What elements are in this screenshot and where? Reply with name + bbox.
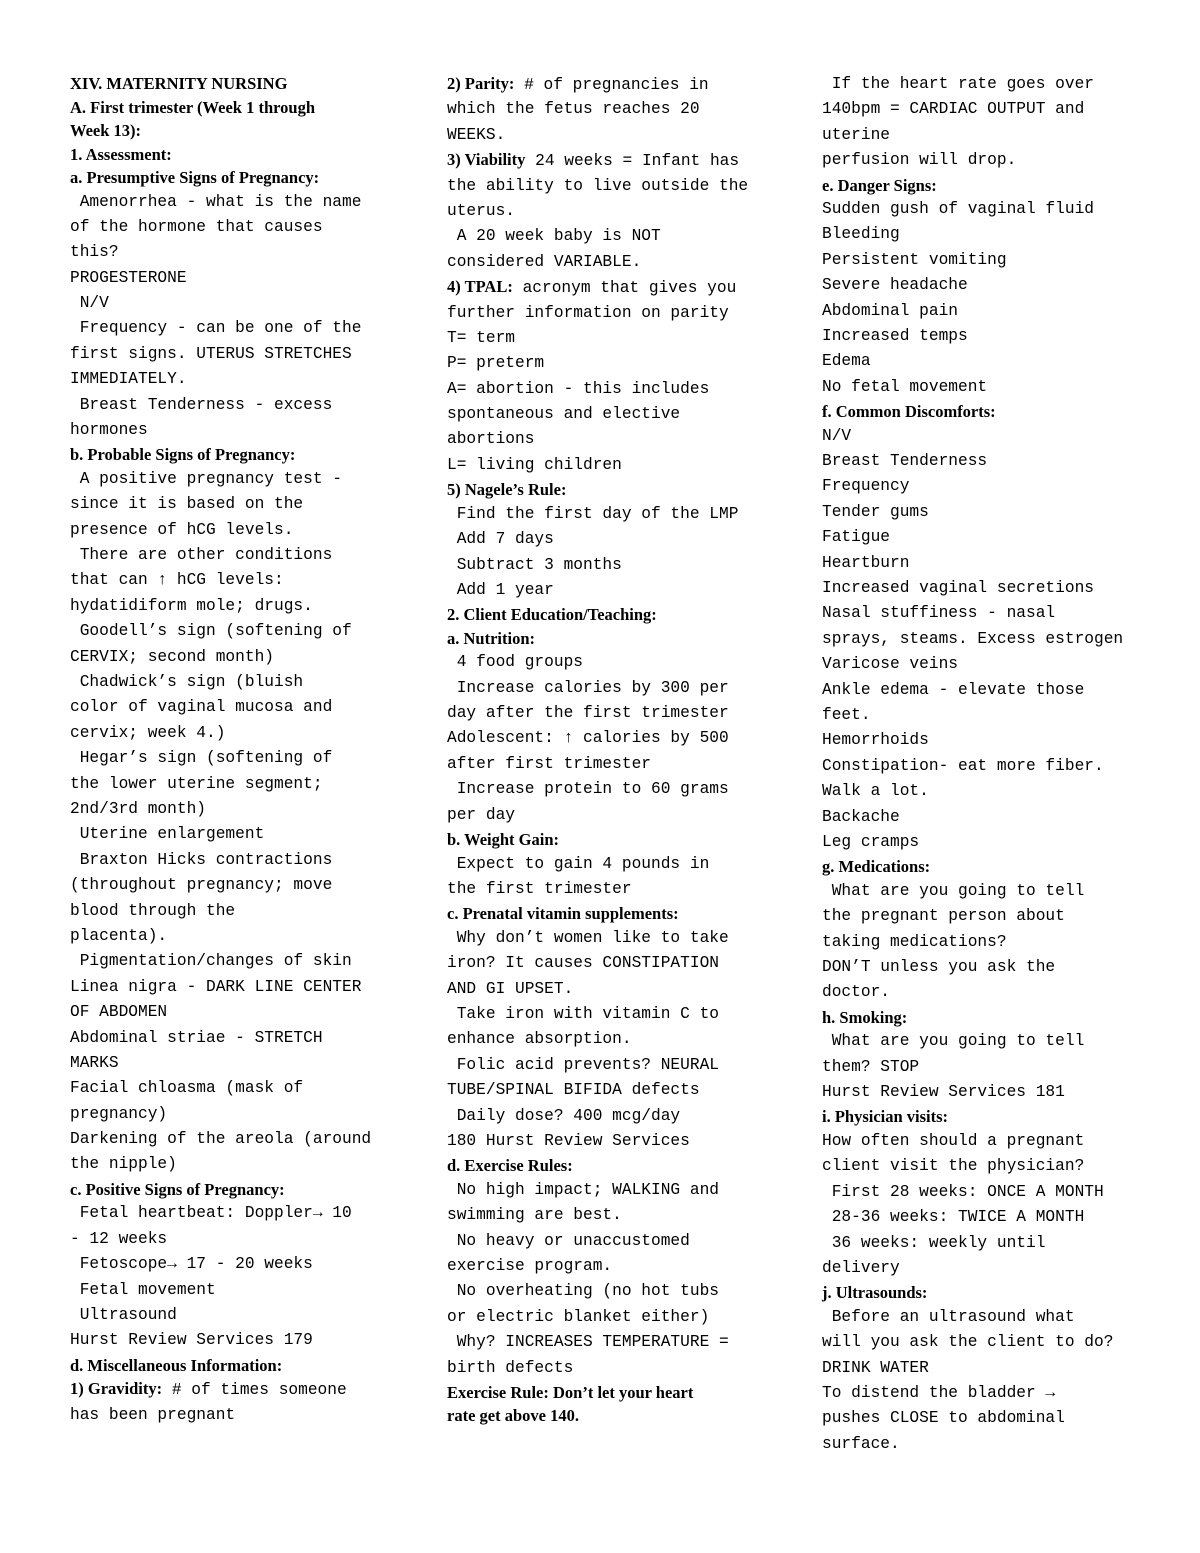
section-heading: c. Positive Signs of Pregnancy: [70,1179,285,1199]
column-3 [822,72,1192,1457]
section-heading: rate get above 140. [447,1406,579,1426]
section-heading: 5) Nagele’s Rule: [447,480,567,500]
text-line: Fatigue [822,528,890,547]
text-line: of the hormone that causes [70,217,323,236]
text-line: IMMEDIATELY. [70,370,187,389]
text-line: further information on parity [447,303,729,322]
text-line: enhance absorption. [447,1030,632,1049]
text-line: Nasal stuffiness - nasal [822,604,1056,623]
section-heading: d. Miscellaneous Information: [70,1355,283,1375]
text-line: 28-36 weeks: TWICE A MONTH [822,1208,1085,1227]
text-line: considered VARIABLE. [447,252,642,271]
text-line: spontaneous and elective [447,405,681,424]
definition-text: acronym that gives you [512,279,737,298]
text-line: 4 food groups [447,653,583,672]
text-line: Before an ultrasound what [822,1307,1075,1326]
text-line: First 28 weeks: ONCE A MONTH [822,1182,1104,1201]
text-line: hydatidiform mole; drugs. [70,596,313,615]
text-line: Subtract 3 months [447,555,622,574]
text-line: perfusion will drop. [822,151,1017,170]
text-line: Folic acid prevents? NEURAL [447,1055,719,1074]
text-line: PROGESTERONE [70,268,187,287]
text-line: How often should a pregnant [822,1131,1085,1150]
section-heading: j. Ultrasounds: [822,1283,928,1303]
section-heading: Week 13): [70,121,142,140]
definition-line [447,275,807,300]
text-line: Frequency [822,477,910,496]
text-line: L= living children [447,455,622,474]
text-line: surface. [822,1434,900,1453]
text-line: AND GI UPSET. [447,979,574,998]
text-line: Expect to gain 4 pounds in [447,854,710,873]
text-line: No heavy or unaccustomed [447,1231,690,1250]
text-line: Heartburn [822,553,910,572]
definition-line [447,72,807,97]
text-line: Why don’t women like to take [447,928,729,947]
text-line: Hurst Review Services 181 [822,1083,1065,1102]
text-line: Sudden gush of vaginal fluid [822,200,1094,219]
text-line: Take iron with vitamin C to [447,1005,719,1023]
text-line: will you ask the client to do? [822,1333,1114,1352]
section-heading: b. Weight Gain: [447,830,560,850]
text-line: Ankle edema - elevate those [822,680,1085,699]
text-line: What are you going to tell [822,881,1085,900]
definition-text: 24 weeks = Infant has [525,152,740,171]
section-heading: A. First trimester (Week 1 through [70,97,316,117]
text-line: To distend the bladder → [822,1383,1056,1402]
text-line: OF ABDOMEN [70,1003,168,1022]
text-line: Amenorrhea - what is the name [70,192,362,211]
section-heading: 1. Assessment: [70,144,172,164]
text-line: the first trimester [447,879,632,898]
column-2 [447,72,807,1428]
text-line: Chadwick’s sign (bluish [70,673,304,692]
text-line: per day [447,805,515,824]
text-line: or electric blanket either) [447,1307,710,1326]
text-line: TUBE/SPINAL BIFIDA defects [447,1081,700,1100]
definition-label: 2) Parity: [447,74,515,93]
text-line: Constipation- eat more fiber. [822,756,1104,775]
section-heading: c. Prenatal vitamin supplements: [447,904,679,924]
section-heading: h. Smoking: [822,1007,908,1027]
text-line: birth defects [447,1358,574,1377]
text-line: Increase calories by 300 per [447,678,729,697]
text-line: the lower uterine segment; [70,774,323,793]
text-line: the pregnant person about [822,907,1065,926]
text-line: DRINK WATER [822,1358,929,1377]
section-heading: i. Physician visits: [822,1107,949,1127]
section-heading: a. Presumptive Signs of Pregnancy: [70,168,320,187]
text-line: Add 7 days [447,530,554,549]
text-line: client visit the physician? [822,1157,1085,1176]
section-heading: Exercise Rule: Don’t let your heart [447,1382,694,1402]
text-line: Increased temps [822,327,968,346]
definition-label: 1) Gravidity: [70,1379,163,1399]
text-line: has been pregnant [70,1405,236,1424]
text-line: Uterine enlargement [70,825,265,844]
section-heading: 2. Client Education/Teaching: [447,605,657,625]
section-heading: e. Danger Signs: [822,175,937,195]
section-heading: f. Common Discomforts: [822,402,996,422]
text-line: Severe headache [822,276,968,295]
text-line: Find the first day of the LMP [447,504,739,523]
section-heading: XIV. MATERNITY NURSING [70,74,288,93]
text-line: WEEKS. [447,125,506,144]
text-line: Breast Tenderness [822,452,988,471]
text-line: Frequency - can be one of the [70,319,362,338]
text-line: delivery [822,1258,900,1277]
text-line: 36 weeks: weekly until [822,1233,1046,1252]
text-line: Add 1 year [447,580,554,599]
text-line: Leg cramps [822,832,920,851]
text-line: A positive pregnancy test - [70,469,342,488]
text-line: N/V [70,294,109,313]
definition-line [447,148,807,173]
text-line: Fetoscope→ 17 - 20 weeks [70,1255,313,1274]
text-line: No high impact; WALKING and [447,1180,719,1199]
text-line: iron? It causes CONSTIPATION [447,954,719,973]
text-line: (throughout pregnancy; move [70,876,333,895]
text-line: No fetal movement [822,377,988,396]
definition-text: # of times someone [162,1381,347,1400]
text-line: uterus. [447,201,515,220]
text-line: placenta). [70,926,168,945]
text-line: sprays, steams. Excess estrogen [822,629,1124,648]
definition-label: 4) TPAL: [447,277,513,297]
text-line: If the heart rate goes over [822,75,1094,93]
section-heading: a. Nutrition: [447,628,535,648]
text-line: Why? INCREASES TEMPERATURE = [447,1333,729,1352]
text-line: Goodell’s sign (softening of [70,622,352,641]
text-line: Hurst Review Services 179 [70,1331,313,1350]
text-line: 180 Hurst Review Services [447,1131,690,1150]
definition-label: 3) Viability [447,150,526,170]
text-line: Fetal heartbeat: Doppler→ 10 [70,1204,352,1223]
text-line: Walk a lot. [822,782,929,801]
section-heading: g. Medications: [822,857,931,877]
text-line: Linea nigra - DARK LINE CENTER [70,977,362,996]
text-line: this? [70,243,119,262]
text-line: hormones [70,421,148,440]
text-line: Pigmentation/changes of skin [70,952,352,971]
text-line: Hemorrhoids [822,731,929,750]
text-line: abortions [447,430,535,449]
text-line: color of vaginal mucosa and [70,698,333,717]
text-line: that can ↑ hCG levels: [70,571,284,590]
text-line: exercise program. [447,1257,613,1276]
text-line: P= preterm [447,354,545,373]
text-line: Darkening of the areola (around [70,1130,372,1149]
text-line: Backache [822,807,900,826]
text-line: the nipple) [70,1155,177,1174]
text-line: 2nd/3rd month) [70,799,206,818]
text-line: cervix; week 4.) [70,723,226,742]
text-line: Persistent vomiting [822,250,1007,269]
text-line: uterine [822,125,890,144]
definition-line [70,1377,430,1402]
text-line: them? STOP [822,1057,920,1076]
text-line: which the fetus reaches 20 [447,100,700,119]
section-heading: d. Exercise Rules: [447,1156,573,1176]
text-line: CERVIX; second month) [70,647,274,666]
text-line: day after the first trimester [447,704,729,723]
text-line: There are other conditions [70,546,333,565]
text-line: pregnancy) [70,1104,168,1123]
text-line: taking medications? [822,932,1007,951]
text-line: first signs. UTERUS STRETCHES [70,344,352,363]
text-line: pushes CLOSE to abdominal [822,1409,1065,1428]
text-line: N/V [822,426,852,445]
text-line: DON’T unless you ask the [822,958,1056,976]
text-line: the ability to live outside the [447,176,749,195]
text-line: No overheating (no hot tubs [447,1282,719,1301]
text-line: Increased vaginal secretions [822,579,1094,598]
text-line: Increase protein to 60 grams [447,780,729,799]
text-line: Braxton Hicks contractions [70,850,333,869]
column-1 [70,72,430,1428]
text-line: after first trimester [447,754,651,773]
text-line: Tender gums [822,502,929,521]
text-line: blood through the [70,901,236,920]
text-line: since it is based on the [70,495,304,514]
text-line: Adolescent: ↑ calories by 500 [447,729,729,748]
text-line: A= abortion - this includes [447,379,710,398]
text-line: Ultrasound [70,1305,177,1324]
text-line: presence of hCG levels. [70,520,294,539]
text-line: MARKS [70,1053,119,1072]
text-line: Breast Tenderness - excess [70,395,333,414]
text-line: Hegar’s sign (softening of [70,749,333,768]
text-line: - 12 weeks [70,1229,168,1248]
section-heading: b. Probable Signs of Pregnancy: [70,445,296,465]
text-line: doctor. [822,983,890,1002]
text-line: Abdominal pain [822,301,958,320]
text-line: Fetal movement [70,1280,216,1299]
text-line: Edema [822,352,871,371]
text-line: Abdominal striae - STRETCH [70,1028,323,1047]
text-line: Daily dose? 400 mcg/day [447,1106,681,1125]
definition-text: # of pregnancies in [514,76,709,94]
text-line: T= term [447,328,515,347]
text-line: What are you going to tell [822,1032,1085,1051]
text-line: Bleeding [822,225,900,244]
text-line: swimming are best. [447,1206,622,1225]
text-line: A 20 week baby is NOT [447,227,661,246]
text-line: Varicose veins [822,655,958,674]
text-line: feet. [822,705,871,724]
text-line: Facial chloasma (mask of [70,1079,304,1098]
text-line: 140bpm = CARDIAC OUTPUT and [822,100,1085,119]
